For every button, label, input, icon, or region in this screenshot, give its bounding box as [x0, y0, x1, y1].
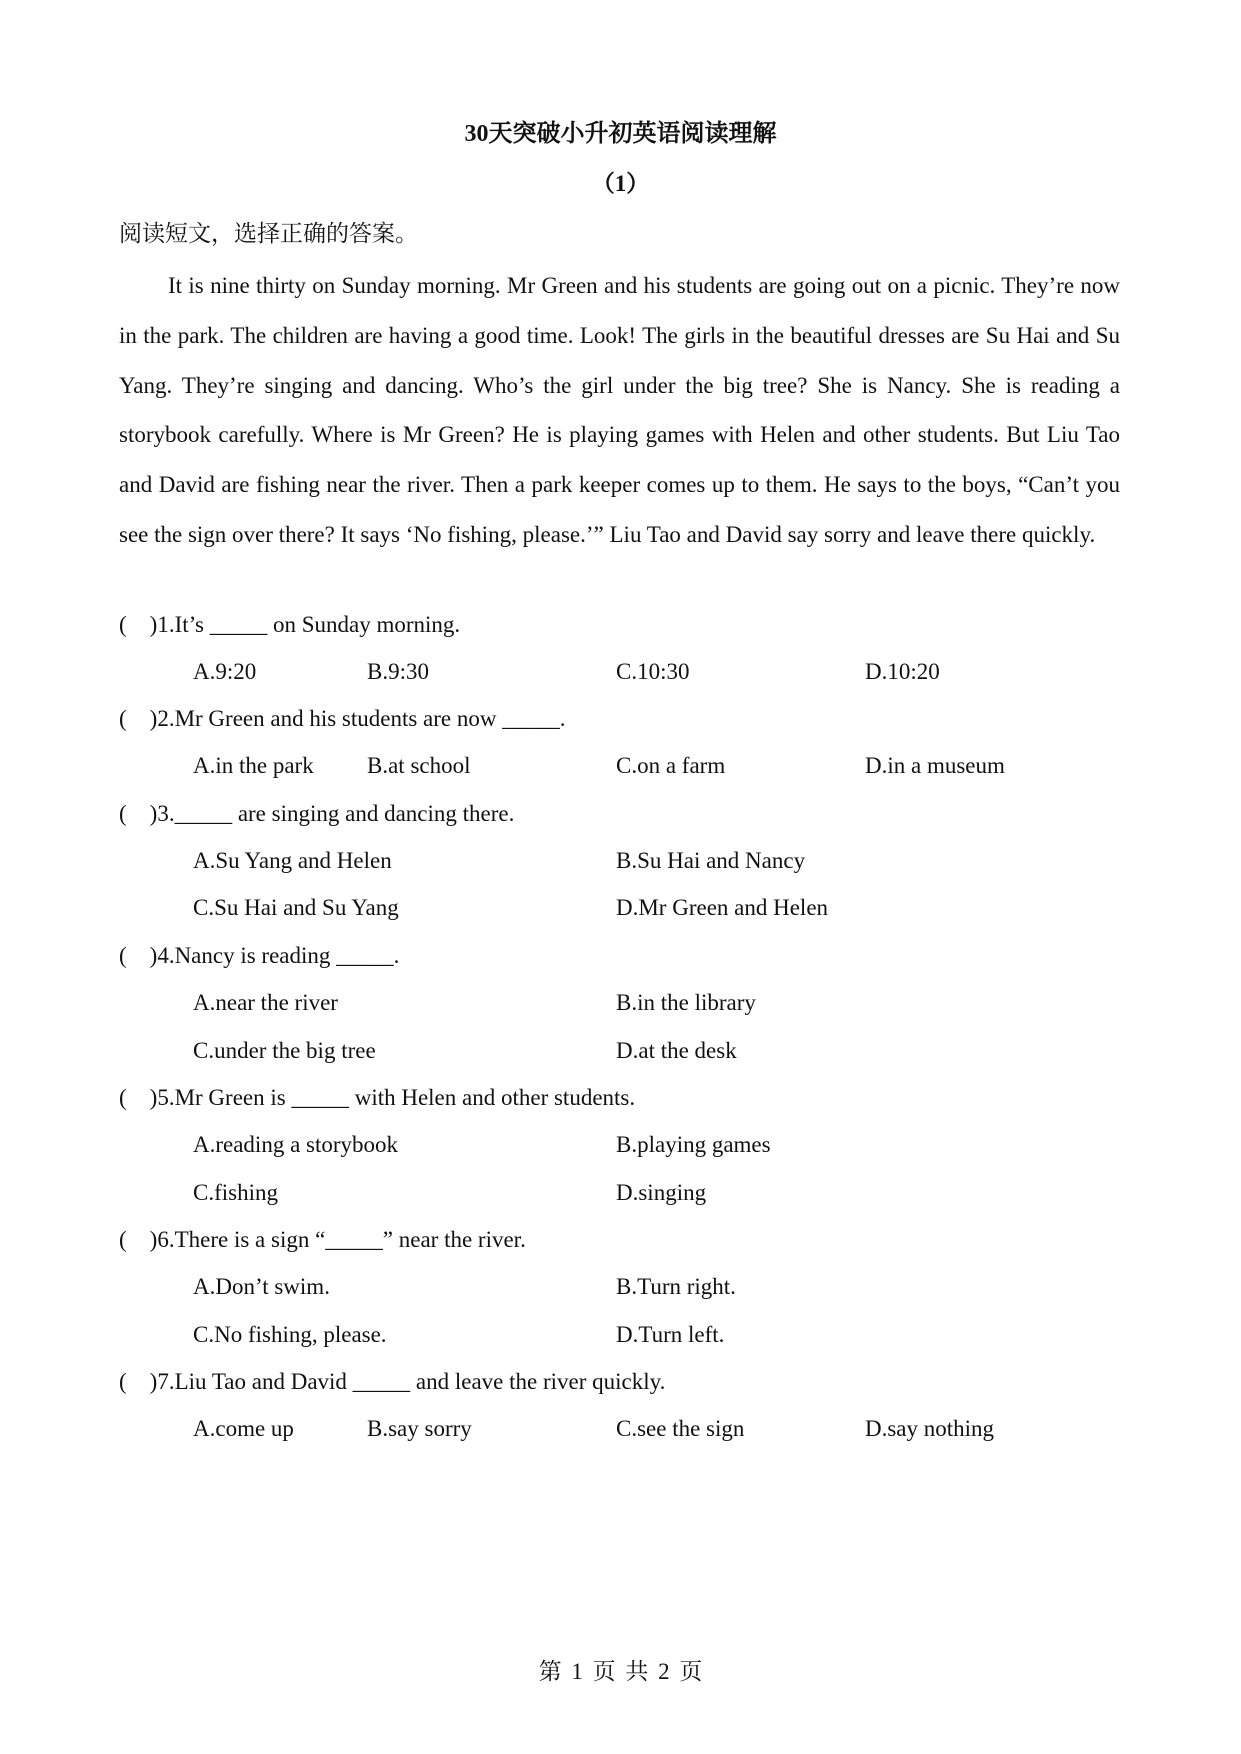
question-1-option-b: B.9:30: [367, 659, 429, 684]
question-3-option-c: C.Su Hai and Su Yang: [193, 895, 399, 920]
question-7-option-d: D.say nothing: [865, 1416, 995, 1441]
question-6-option-a: A.Don’t swim.: [193, 1274, 330, 1299]
reading-passage: It is nine thirty on Sunday morning. Mr Green and his students are going out on a picnic. They’re now in the park. The children are having a good time. Look! The girls in the beautiful dresses are Su Hai and Su Yang. They’re singing and dancing. Who’s the girl under the big tree? She is Nancy. She is reading a storybook carefully. Where is Mr Green? He is playing games with Helen and other students. But Liu Tao and David are fishing near the river. Then a park keeper comes up to them. He says to the boys, “Can’t you see the sign over there? It says ‘No fishing, please.’” Liu Tao and David say sorry and leave there quickly.: [119, 273, 1120, 547]
question-7-option-c: C.see the sign: [616, 1416, 745, 1441]
question-5-option-a: A.reading a storybook: [193, 1132, 399, 1157]
question-7-option-a: A.come up: [193, 1416, 294, 1441]
question-5-option-b: B.playing games: [616, 1132, 771, 1157]
page-footer: 第 1 页 共 2 页: [538, 1659, 703, 1684]
question-4-option-b: B.in the library: [616, 990, 756, 1015]
question-6-option-c: C.No fishing, please.: [193, 1322, 387, 1347]
question-3-stem: ( )3._____ are singing and dancing there.: [119, 801, 515, 826]
question-4-stem: ( )4.Nancy is reading _____.: [119, 943, 400, 968]
question-4-option-d: D.at the desk: [616, 1038, 737, 1063]
question-7-stem: ( )7.Liu Tao and David _____ and leave the river quickly.: [119, 1369, 666, 1394]
question-2-option-a: A.in the park: [193, 753, 314, 778]
instruction-text: 阅读短文，选择正确的答案。: [119, 221, 418, 246]
question-7-option-b: B.say sorry: [367, 1416, 472, 1441]
question-4-option-a: A.near the river: [193, 990, 338, 1015]
question-2-option-b: B.at school: [367, 753, 471, 778]
section-number: （1）: [591, 171, 650, 196]
question-6-option-d: D.Turn left.: [616, 1322, 725, 1347]
question-1-option-c: C.10:30: [616, 659, 690, 684]
question-6-stem: ( )6.There is a sign “_____” near the river.: [119, 1227, 526, 1252]
question-3-option-d: D.Mr Green and Helen: [616, 895, 829, 920]
question-1-option-d: D.10:20: [865, 659, 940, 684]
question-2-option-d: D.in a museum: [865, 753, 1005, 778]
question-4-option-c: C.under the big tree: [193, 1038, 376, 1063]
question-5-option-d: D.singing: [616, 1180, 707, 1205]
question-5-stem: ( )5.Mr Green is _____ with Helen and other students.: [119, 1085, 636, 1110]
question-1-stem: ( )1.It’s _____ on Sunday morning.: [119, 612, 461, 637]
question-5-option-c: C.fishing: [193, 1180, 278, 1205]
question-2-stem: ( )2.Mr Green and his students are now _____.: [119, 706, 566, 731]
question-3-option-a: A.Su Yang and Helen: [193, 848, 392, 873]
question-2-option-c: C.on a farm: [616, 753, 726, 778]
question-1-option-a: A.9:20: [193, 659, 257, 684]
document-title: 30天突破小升初英语阅读理解: [464, 121, 777, 147]
question-6-option-b: B.Turn right.: [616, 1274, 736, 1299]
question-3-option-b: B.Su Hai and Nancy: [616, 848, 806, 873]
